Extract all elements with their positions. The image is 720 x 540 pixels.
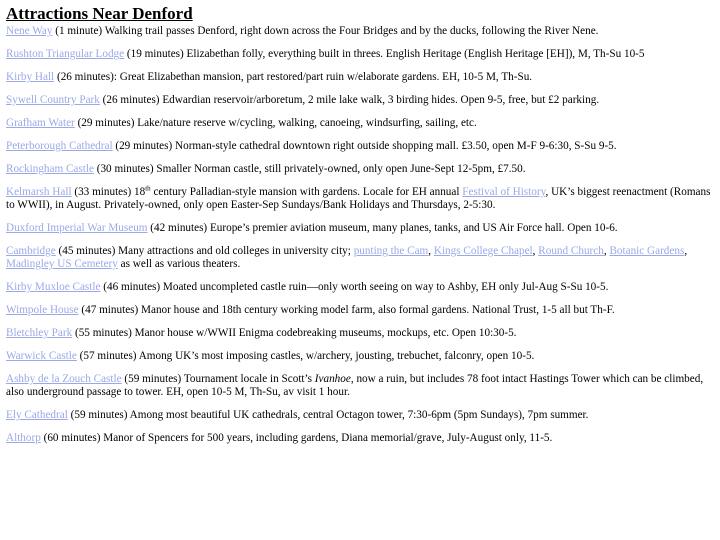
entry-description: (47 minutes) Manor house and 18th century working model farm, also formal gardens. National Trust, 1-5 all but Th-F.: [78, 304, 615, 316]
list-item: [6, 327, 718, 340]
italic-title: Ivanhoe: [314, 373, 351, 385]
link-bletchley-park[interactable]: Bletchley Park: [6, 327, 73, 339]
list-item: [6, 117, 718, 130]
link-ely-cathedral[interactable]: Ely Cathedral: [6, 409, 68, 421]
link-festival-of-history[interactable]: Festival of History: [462, 186, 546, 198]
entry-description: (26 minutes) Edwardian reservoir/arboretum, 2 mile lake walk, 3 birding hides. Open 9-5, free, but £2 parking.: [99, 94, 600, 106]
list-item: [6, 432, 718, 445]
link-althorp[interactable]: Althorp: [6, 432, 41, 444]
list-item: [6, 350, 718, 363]
entry-description: century Palladian-style mansion with gardens. Locale for EH annual: [150, 186, 463, 198]
entry-description: , UK’s biggest reenactment (Romans to WWII), in August. Privately-owned, only open Easter-Sep Sundays/Bank Holidays and Thursdays, 2-5:30.: [6, 186, 711, 211]
entry-description: (19 minutes) Elizabethan folly, everything built in threes. English Heritage (English Heritage [EH]), M, Th-Su 10-5: [124, 48, 645, 60]
link-punting-the-cam[interactable]: punting the Cam: [353, 245, 429, 257]
link-ashby-de-la-zouch-castle[interactable]: Ashby de la Zouch Castle: [6, 373, 122, 385]
page-title: Attractions Near Denford: [6, 4, 193, 23]
entry-description: (30 minutes) Smaller Norman castle, still privately-owned, only open June-Sept 12-5pm, £7.50.: [93, 163, 526, 175]
link-round-church[interactable]: Round Church: [538, 245, 604, 257]
entry-description: (57 minutes) Among UK’s most imposing castles, w/archery, jousting, trebuchet, falconry, open 10-5.: [76, 350, 535, 362]
entry-description: (29 minutes) Norman-style cathedral downtown right outside shopping mall. £3.50, open M-F 9-6:30, S-Su 9-5.: [112, 140, 617, 152]
entry-description: as well as various theaters.: [117, 258, 241, 270]
entry-description: , now a ruin, but includes 78 foot intact Hastings Tower which can be climbed, also underground passage to tower. EH, open 10-5 M, Th-Su, av visit 1 hour.: [6, 373, 704, 398]
link-madingley-us-cemetery[interactable]: Madingley US Cemetery: [6, 258, 118, 270]
link-rockingham-castle[interactable]: Rockingham Castle: [6, 163, 94, 175]
superscript: th: [145, 184, 151, 193]
link-grafham-water[interactable]: Grafham Water: [6, 117, 75, 129]
entry-description: (42 minutes) Europe’s premier aviation museum, many planes, tanks, and US Air Force hall. Open 10-6.: [147, 222, 618, 234]
link-peterborough-cathedral[interactable]: Peterborough Cathedral: [6, 140, 113, 152]
link-kelmarsh-hall[interactable]: Kelmarsh Hall: [6, 186, 72, 198]
list-item: [6, 409, 718, 422]
separator: ,: [428, 245, 434, 257]
list-item: [6, 186, 718, 212]
entry-description: (60 minutes) Manor of Spencers for 500 years, including gardens, Diana memorial/grave, July-August only, 11-5.: [40, 432, 553, 444]
list-item: [6, 222, 718, 235]
entry-description: (46 minutes) Moated uncompleted castle ruin—only worth seeing on way to Ashby, EH only Jul-Aug S-Su 10-5.: [100, 281, 609, 293]
link-rushton-triangular-lodge[interactable]: Rushton Triangular Lodge: [6, 48, 125, 60]
entry-description: (59 minutes) Tournament locale in Scott’s: [121, 373, 315, 385]
separator: ,: [684, 245, 688, 257]
list-item: [6, 25, 718, 38]
entry-description: (29 minutes) Lake/nature reserve w/cycling, walking, canoeing, windsurfing, sailing, etc.: [74, 117, 477, 129]
link-kings-college-chapel[interactable]: Kings College Chapel: [433, 245, 533, 257]
link-duxford-imperial-war-museum[interactable]: Duxford Imperial War Museum: [6, 222, 148, 234]
list-item: [6, 245, 718, 271]
separator: ,: [603, 245, 610, 257]
entry-description: (26 minutes): Great Elizabethan mansion, part restored/part ruin w/elaborate gardens. EH, 10-5 M, Th-Su.: [54, 71, 533, 83]
list-item: [6, 140, 718, 153]
entry-description: (59 minutes) Among most beautiful UK cathedrals, central Octagon tower, 7:30-6pm (5pm Sundays), 7pm summer.: [67, 409, 589, 421]
entry-description: (1 minute) Walking trail passes Denford, right down across the Four Bridges and by the ducks, following the River Nene.: [52, 25, 599, 37]
link-kirby-muxloe-castle[interactable]: Kirby Muxloe Castle: [6, 281, 101, 293]
link-wimpole-house[interactable]: Wimpole House: [6, 304, 79, 316]
link-cambridge[interactable]: Cambridge: [6, 245, 56, 257]
separator: ,: [532, 245, 539, 257]
list-item: [6, 71, 718, 84]
entry-description: (45 minutes) Many attractions and old colleges in university city;: [55, 245, 354, 257]
link-sywell-country-park[interactable]: Sywell Country Park: [6, 94, 100, 106]
list-item: [6, 94, 718, 107]
link-kirby-hall[interactable]: Kirby Hall: [6, 71, 55, 83]
link-warwick-castle[interactable]: Warwick Castle: [6, 350, 77, 362]
entry-description: (33 minutes) 18: [71, 186, 146, 198]
entry-description: (55 minutes) Manor house w/WWII Enigma codebreaking museums, mockups, etc. Open 10:30-5.: [72, 327, 517, 339]
link-botanic-gardens[interactable]: Botanic Gardens: [609, 245, 685, 257]
list-item: [6, 304, 718, 317]
list-item: [6, 281, 718, 294]
list-item: [6, 163, 718, 176]
link-nene-way[interactable]: Nene Way: [6, 25, 53, 37]
list-item: [6, 373, 718, 399]
list-item: [6, 48, 718, 61]
